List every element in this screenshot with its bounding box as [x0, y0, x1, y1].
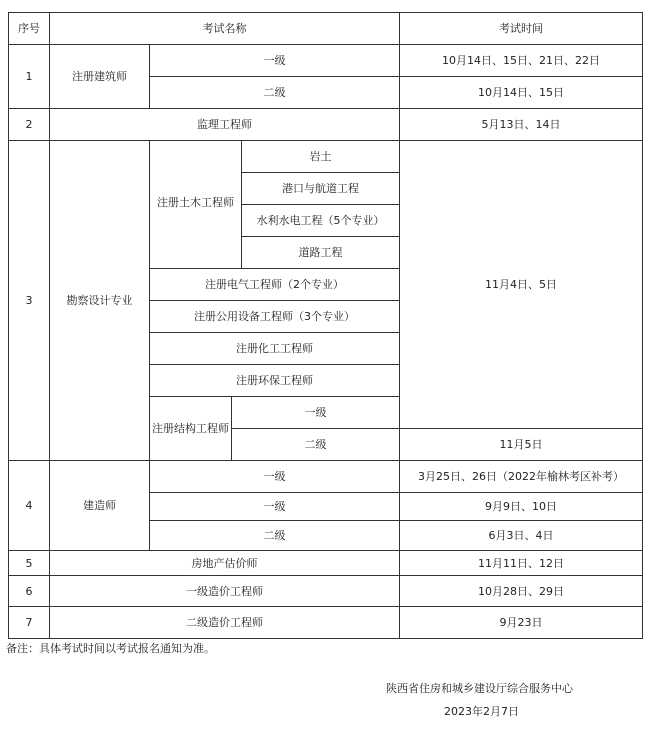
exam-name: 监理工程师: [50, 109, 400, 141]
exam-subcategory: 注册化工工程师: [150, 333, 400, 365]
exam-time: 10月14日、15日、21日、22日: [400, 45, 643, 77]
exam-time: 5月13日、14日: [400, 109, 643, 141]
exam-time: 6月3日、4日: [400, 521, 643, 551]
table-row: [9, 551, 643, 576]
exam-subcategory: 注册结构工程师: [150, 397, 232, 461]
header-no: 序号: [9, 13, 50, 45]
row-no: 1: [9, 45, 50, 109]
exam-level: 二级: [150, 77, 400, 109]
table-row: [9, 461, 643, 493]
issue-date: 2023年2月7日: [444, 705, 519, 718]
exam-specialty: 港口与航道工程: [242, 173, 400, 205]
exam-name: 建造师: [50, 461, 150, 551]
row-no: 3: [9, 141, 50, 461]
exam-level: 二级: [150, 521, 400, 551]
table-row: [9, 109, 643, 141]
exam-level: 一级: [150, 461, 400, 493]
exam-subcategory: 注册电气工程师（2个专业）: [150, 269, 400, 301]
exam-name: 注册建筑师: [50, 45, 150, 109]
exam-time: 9月9日、10日: [400, 493, 643, 521]
exam-time: 11月4日、5日: [400, 141, 643, 429]
table-header-row: [9, 13, 643, 45]
exam-subcategory: 注册环保工程师: [150, 365, 400, 397]
exam-specialty: 岩土: [242, 141, 400, 173]
exam-time: 10月14日、15日: [400, 77, 643, 109]
table-row: [9, 576, 643, 607]
row-no: 7: [9, 607, 50, 639]
row-no: 5: [9, 551, 50, 576]
exam-schedule-table: [8, 12, 643, 639]
exam-specialty: 水利水电工程（5个专业）: [242, 205, 400, 237]
exam-level: 一级: [150, 493, 400, 521]
exam-name: 房地产估价师: [50, 551, 400, 576]
exam-level: 一级: [232, 397, 400, 429]
exam-time: 10月28日、29日: [400, 576, 643, 607]
row-no: 6: [9, 576, 50, 607]
table-row: [9, 607, 643, 639]
exam-name: 勘察设计专业: [50, 141, 150, 461]
exam-time: 11月5日: [400, 429, 643, 461]
exam-time: 9月23日: [400, 607, 643, 639]
exam-name: 一级造价工程师: [50, 576, 400, 607]
row-no: 2: [9, 109, 50, 141]
exam-time: 3月25日、26日（2022年榆林考区补考）: [400, 461, 643, 493]
row-no: 4: [9, 461, 50, 551]
exam-subcategory: 注册土木工程师: [150, 141, 242, 269]
header-exam-name: 考试名称: [50, 13, 400, 45]
exam-time: 11月11日、12日: [400, 551, 643, 576]
exam-subcategory: 注册公用设备工程师（3个专业）: [150, 301, 400, 333]
table-row: [9, 45, 643, 77]
header-exam-time: 考试时间: [400, 13, 643, 45]
table-row: [9, 141, 643, 173]
exam-specialty: 道路工程: [242, 237, 400, 269]
exam-level: 一级: [150, 45, 400, 77]
exam-name: 二级造价工程师: [50, 607, 400, 639]
issuing-organization: 陕西省住房和城乡建设厅综合服务中心: [386, 682, 573, 695]
exam-level: 二级: [232, 429, 400, 461]
remark-note: 备注：具体考试时间以考试报名通知为准。: [6, 642, 215, 655]
